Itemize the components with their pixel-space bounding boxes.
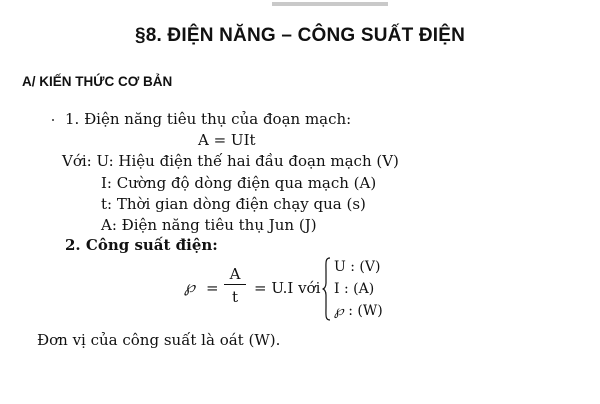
fraction-bar <box>224 284 246 285</box>
page-title: §8. ĐIỆN NĂNG – CÔNG SUẤT ĐIỆN <box>134 25 466 46</box>
unit-power <box>334 304 383 318</box>
equals-sign: = <box>206 279 219 297</box>
def-time: t: Thời gian dòng điện chạy qua (s) <box>101 195 366 213</box>
unit-current-text: I : (A) <box>334 281 375 297</box>
energy-formula: A = UIt <box>198 131 256 149</box>
fraction-numerator: A <box>229 265 241 283</box>
item2-heading: 2. Công suất điện: <box>65 236 218 254</box>
fraction-denominator: t <box>231 288 239 306</box>
def-energy: A: Điện năng tiêu thụ Jun (J) <box>101 216 317 234</box>
unit-voltage <box>334 260 380 274</box>
formula-rest: = U.I với <box>254 279 321 297</box>
unit-voltage-text: U : (V) <box>334 259 381 275</box>
fraction <box>224 265 246 305</box>
section-heading: A/ KIẾN THỨC CƠ BẢN <box>22 74 173 89</box>
curly-brace <box>322 257 331 321</box>
unit-power-text: : (W) <box>343 303 383 319</box>
power-unit-note: Đơn vị của công suất là oát (W). <box>37 331 281 349</box>
bullet-dot <box>52 119 54 121</box>
top-scan-bar <box>272 2 388 6</box>
power-symbol: ℘ <box>184 277 196 296</box>
unit-current <box>334 282 374 296</box>
unit-power-symbol: ℘ <box>334 303 344 319</box>
def-current: I: Cường độ dòng điện qua mạch (A) <box>101 174 377 192</box>
with-label: Với: U: Hiệu điện thế hai đầu đoạn mạch (V) <box>62 152 399 170</box>
item1-heading: 1. Điện năng tiêu thụ của đoạn mạch: <box>65 110 352 128</box>
